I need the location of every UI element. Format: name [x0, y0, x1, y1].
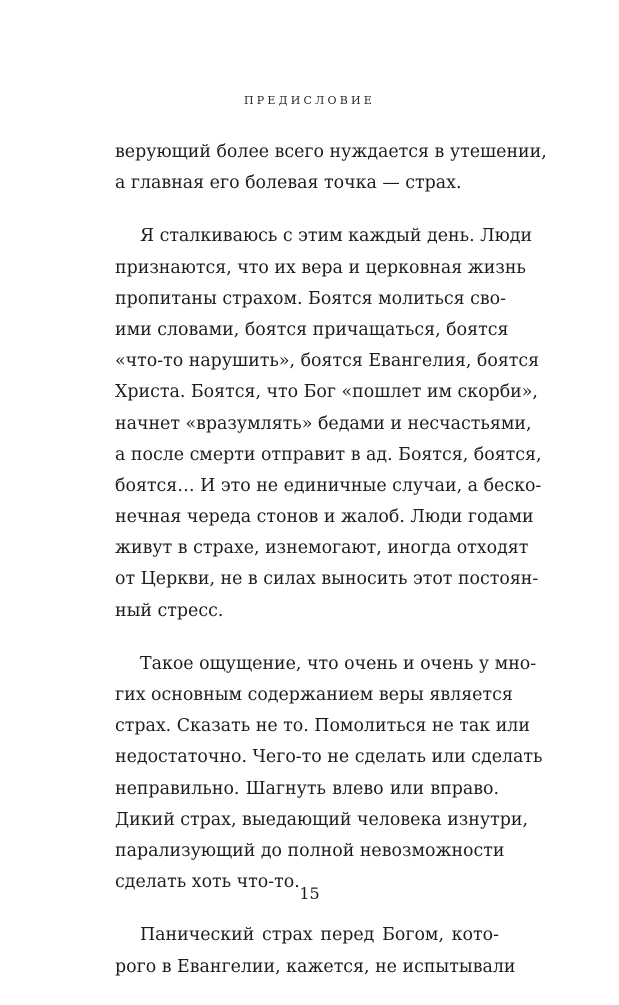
text-line: парализующий до полной невозможности [115, 840, 505, 861]
text-line: неправильно. Шагнуть влево или вправо. [115, 778, 499, 799]
text-line: ими словами, боятся причащаться, боятся [115, 319, 509, 340]
text-line: боятся… И это не единичные случаи, а беско- [115, 475, 542, 496]
text-line: а главная его болевая точка — страх. [115, 173, 462, 194]
body-text [115, 137, 547, 1005]
text-line: признаются, что их вера и церковная жизнь [115, 257, 526, 278]
text-line: Дикий страх, выедающий человека изнутри, [115, 809, 528, 830]
text-line: «что-то нарушить», боятся Евангелия, боятся [115, 351, 540, 372]
text-line: рого в Евангелии, кажется, не испытывали [115, 956, 516, 977]
text-line: Христа. Боятся, что Бог «пошлет им скорби», [115, 382, 538, 403]
text-line: начнет «вразумлять» бедами и несчастьями, [115, 413, 532, 434]
text-line: сделать хоть что-то. [115, 872, 300, 893]
text-line: живут в страхе, изнемогают, иногда отходят [115, 538, 529, 559]
text-line: верующий более всего нуждается в утешении, [115, 142, 547, 162]
text-line: гих основным содержанием веры является [115, 685, 513, 705]
text-line: Панический страх перед Богом, кото- [140, 925, 499, 946]
text-line: Я сталкиваюсь с этим каждый день. Люди [140, 226, 533, 247]
text-line: Такое ощущение, что очень и очень у мно- [140, 653, 537, 674]
text-line: страх. Сказать не то. Помолиться не так или [115, 716, 530, 737]
text-line: от Церкви, не в силах выносить этот постоян- [115, 569, 539, 590]
text-line: нечная череда стонов и жалоб. Люди годами [115, 507, 534, 528]
paragraph-4 [115, 920, 516, 982]
page-number: 15 [299, 884, 320, 903]
text-line: пропитаны страхом. Боятся молиться сво- [115, 288, 506, 309]
paragraph-1 [115, 137, 547, 199]
paragraph-3 [115, 649, 543, 899]
text-line: ный стресс. [115, 600, 224, 621]
paragraph-2 [115, 221, 542, 626]
text-line: а после смерти отправит в ад. Боятся, боятся, [115, 444, 542, 465]
text-line: недостаточно. Чего-то не сделать или сделать [115, 747, 543, 768]
running-header: ПРЕДИСЛОВИЕ [243, 94, 376, 107]
